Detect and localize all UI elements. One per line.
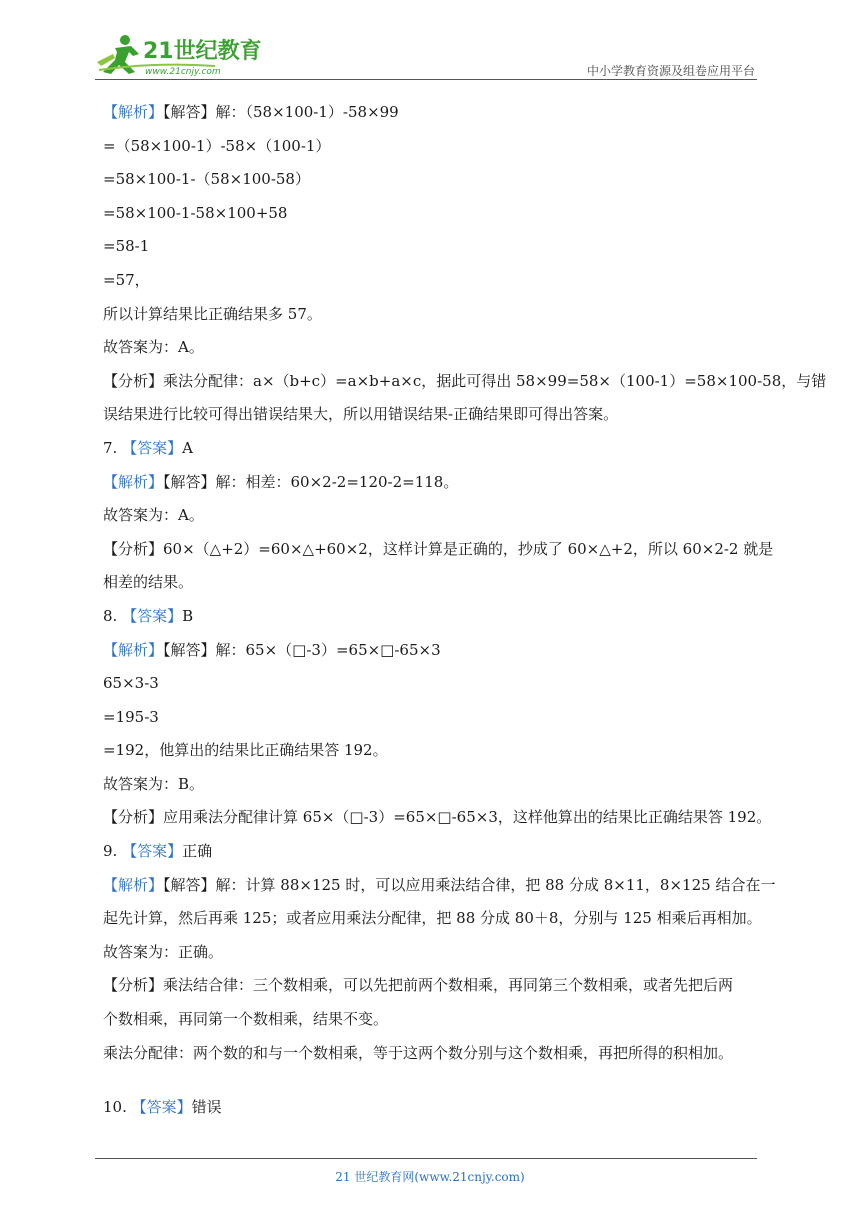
content-line bbox=[103, 869, 776, 903]
content-line bbox=[103, 634, 763, 668]
header-divider bbox=[95, 79, 757, 80]
logo-text: 21世纪教育 bbox=[143, 39, 262, 64]
line-text: =（58×100-1）-58×（100-1） bbox=[103, 136, 331, 155]
section-tag: 【解析】 bbox=[103, 640, 164, 659]
section-tag: 【解析】 bbox=[103, 875, 164, 894]
line-text: 错误 bbox=[191, 1098, 222, 1117]
question-number: 7. bbox=[103, 438, 123, 457]
section-tag: 【答案】 bbox=[122, 438, 183, 457]
line-text: 故答案为：A。 bbox=[103, 506, 204, 525]
content-line bbox=[103, 264, 763, 298]
content-line bbox=[103, 1003, 763, 1037]
content-line bbox=[103, 566, 763, 600]
content-line bbox=[103, 600, 763, 634]
line-text: =58×100-1-58×100+58 bbox=[103, 203, 288, 222]
content-line bbox=[103, 331, 763, 365]
line-text: 误结果进行比较可得出错误结果大，所以用错误结果-正确结果即可得出答案。 bbox=[103, 405, 619, 424]
footer-divider bbox=[95, 1158, 757, 1159]
content-line bbox=[103, 835, 763, 869]
line-text: =58-1 bbox=[103, 237, 150, 256]
line-text: 【解答】解：65×（□-3）=65×□-65×3 bbox=[163, 640, 441, 659]
content-line bbox=[103, 365, 827, 399]
footer-text: 21 世纪教育网(www.21cnjy.com) bbox=[335, 1170, 525, 1184]
content-line bbox=[103, 163, 763, 197]
line-text: 【分析】应用乘法分配律计算 65×（□-3）=65×□-65×3，这样他算出的结果比正确结果答 192。 bbox=[103, 808, 772, 827]
content-line bbox=[103, 1091, 763, 1125]
page-header bbox=[95, 28, 757, 80]
content-line bbox=[103, 902, 763, 936]
logo-url: www.21cnjy.com bbox=[145, 67, 221, 77]
line-text: =58×100-1-（58×100-58） bbox=[103, 170, 310, 189]
content-line bbox=[103, 667, 763, 701]
line-text: 【解答】解：计算 88×125 时，可以应用乘法结合律，把 88 分成 8×11，8×125 结合在一 bbox=[163, 875, 776, 894]
section-tag: 【答案】 bbox=[122, 842, 183, 861]
line-text: 起先计算，然后再乘 125；或者应用乘法分配律，把 88 分成 80＋8，分别与 125 相乘后再相加。 bbox=[103, 909, 762, 928]
line-text: =57， bbox=[103, 270, 150, 289]
content-line bbox=[103, 734, 763, 768]
content-line bbox=[103, 1037, 763, 1071]
question-number: 8. bbox=[103, 606, 123, 625]
section-tag: 【答案】 bbox=[122, 606, 183, 625]
line-text: 故答案为：A。 bbox=[103, 338, 204, 357]
line-text: =195-3 bbox=[103, 707, 159, 726]
line-text: 所以计算结果比正确结果多 57。 bbox=[103, 304, 322, 323]
content-line bbox=[103, 466, 763, 500]
question-number: 10. bbox=[103, 1098, 132, 1117]
content-line bbox=[103, 197, 763, 231]
content-line bbox=[103, 398, 763, 432]
content-line bbox=[103, 701, 763, 735]
line-text: A bbox=[182, 438, 193, 457]
content-line bbox=[103, 432, 763, 466]
line-text: 故答案为：B。 bbox=[103, 774, 205, 793]
content-line bbox=[103, 96, 763, 130]
content-line bbox=[103, 801, 772, 835]
content-line bbox=[103, 130, 763, 164]
section-tag: 【解析】 bbox=[103, 472, 164, 491]
line-text: 个数相乘，再同第一个数相乘，结果不变。 bbox=[103, 1010, 389, 1029]
content-line bbox=[103, 533, 774, 567]
line-text: 正确 bbox=[182, 842, 213, 861]
line-text: 【分析】60×（△+2）=60×△+60×2，这样计算是正确的，抄成了 60×△+2，所以 60×2-2 就是 bbox=[103, 539, 774, 558]
content-line bbox=[103, 298, 763, 332]
content-line bbox=[103, 768, 763, 802]
line-text: 相差的结果。 bbox=[103, 573, 194, 592]
section-tag: 【答案】 bbox=[131, 1098, 192, 1117]
line-text: 乘法分配律：两个数的和与一个数相乘，等于这两个数分别与这个数相乘，再把所得的积相加。 bbox=[103, 1043, 734, 1062]
section-tag: 【解析】 bbox=[103, 103, 164, 121]
content-line bbox=[103, 969, 763, 1003]
answer-content bbox=[103, 96, 827, 1125]
question-number: 9. bbox=[103, 842, 123, 861]
content-line bbox=[103, 936, 763, 970]
line-text: 【解答】解：相差：60×2-2=120-2=118。 bbox=[163, 472, 459, 491]
line-text: 【分析】乘法分配律：a×（b+c）=a×b+a×c，据此可得出 58×99=58×（100-1）=58×100-58，与错 bbox=[103, 371, 827, 390]
line-text: 65×3-3 bbox=[103, 674, 159, 693]
line-text: B bbox=[182, 606, 194, 625]
logo bbox=[95, 32, 265, 78]
content-line bbox=[103, 230, 763, 264]
content-line bbox=[103, 499, 763, 533]
line-text: =192，他算出的结果比正确结果答 192。 bbox=[103, 741, 388, 760]
platform-title: 中小学教育资源及组卷应用平台 bbox=[586, 64, 755, 78]
line-text: 故答案为：正确。 bbox=[103, 942, 224, 961]
line-text: 【分析】乘法结合律：三个数相乘，可以先把前两个数相乘，再同第三个数相乘，或者先把后两 bbox=[103, 976, 734, 995]
line-text: 【解答】解：（58×100-1）-58×99 bbox=[163, 103, 399, 121]
